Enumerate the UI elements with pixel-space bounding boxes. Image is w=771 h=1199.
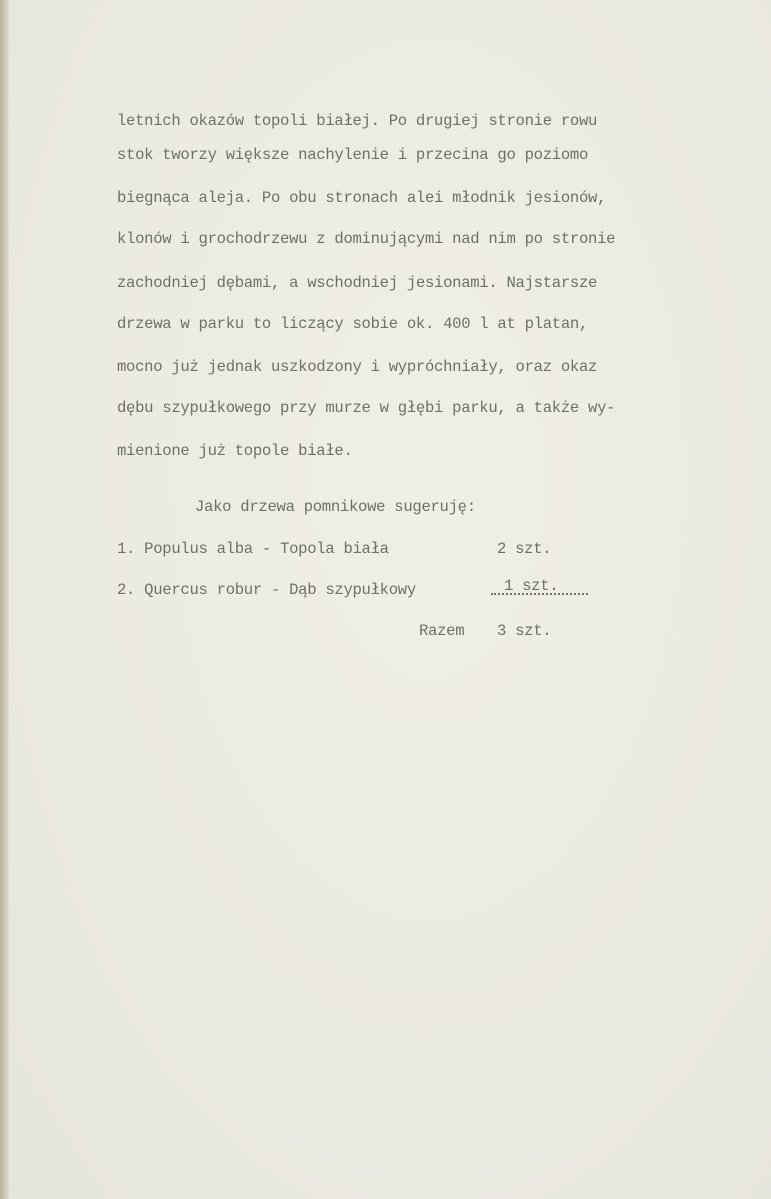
list-item-label: 2. Quercus robur - Dąb szypułkowy [117, 581, 416, 599]
paragraph-line: dębu szypułkowego przy murze w głębi parku, a także wy- [117, 399, 616, 417]
list-item-quantity: 1 szt. [504, 577, 559, 595]
list-item-label: 1. Populus alba - Topola biała [117, 540, 389, 558]
list-heading: Jako drzewa pomnikowe sugeruję: [195, 498, 476, 516]
paragraph-line: klonów i grochodrzewu z dominującymi nad nim po stronie [117, 230, 616, 248]
paragraph-line: letnich okazów topoli białej. Po drugiej stronie rowu [117, 112, 598, 130]
paragraph-line: mocno już jednak uszkodzony i wypróchniały, oraz okaz [117, 358, 598, 376]
total-label: Razem [419, 622, 465, 640]
paragraph-line: mienione już topole białe. [117, 442, 353, 460]
sum-underline [491, 593, 588, 595]
paragraph-line: stok tworzy większe nachylenie i przecina go poziomo [117, 146, 589, 164]
paragraph-line: drzewa w parku to liczący sobie ok. 400 l at platan, [117, 315, 589, 333]
paragraph [0, 0, 616, 460]
paragraph-line: biegnąca aleja. Po obu stronach alei młodnik jesionów, [117, 189, 607, 207]
paragraph-line: zachodniej dębami, a wschodniej jesionami. Najstarsze [117, 274, 598, 292]
total-quantity: 3 szt. [497, 622, 552, 640]
list-item-quantity: 2 szt. [497, 540, 552, 558]
